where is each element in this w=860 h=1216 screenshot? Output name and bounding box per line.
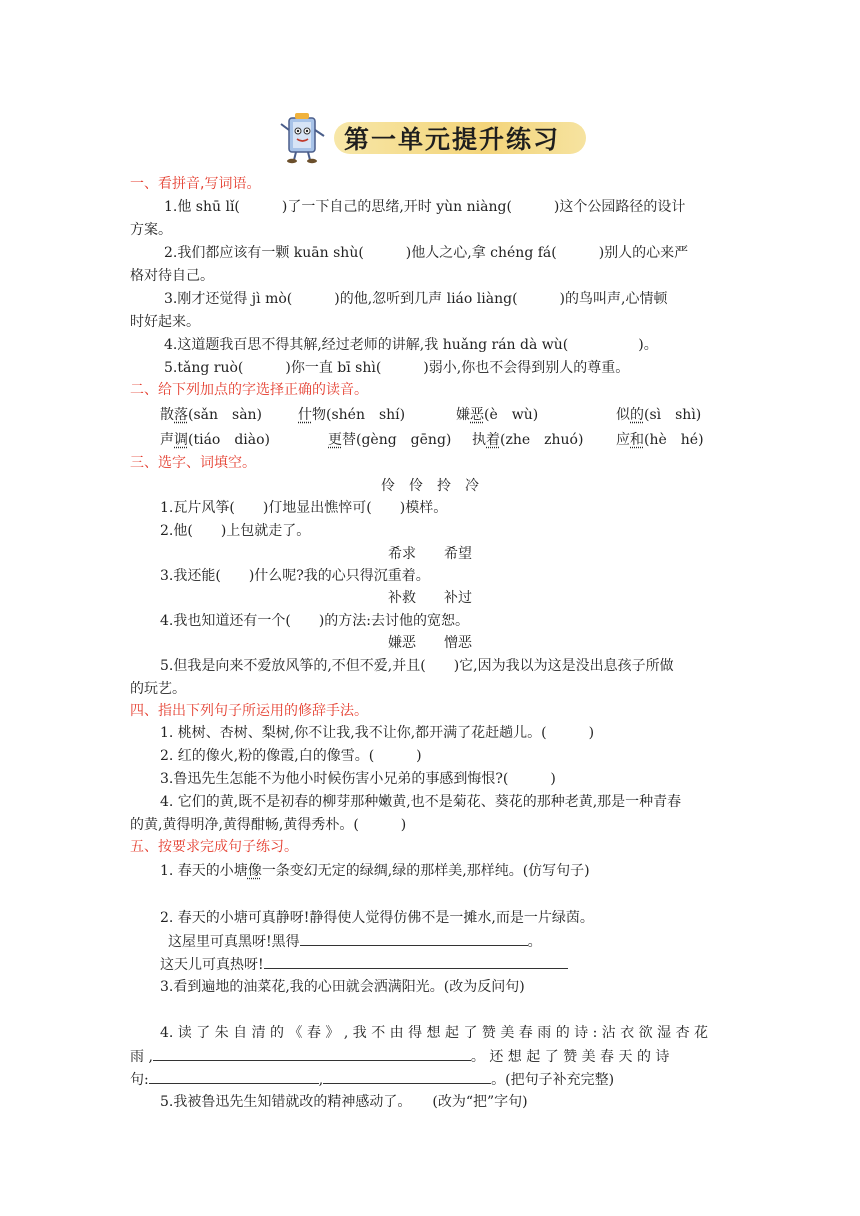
section-3-heading: 三、选字、词填空。: [130, 455, 256, 471]
q2-char: 替: [342, 432, 356, 448]
q5-text: 。: [527, 934, 542, 950]
q5-line-8: [130, 1068, 614, 1091]
q2-dotted-char: 的: [630, 407, 644, 423]
q1-line-3: 2.我们都应该有一颗 kuān shù( )他人之心,拿 chéng fá( )别人的心来严: [164, 245, 689, 261]
q4-line-5: 的黄,黄得明净,黄得酣畅,黄得秀朴。( ): [130, 817, 407, 833]
q4-line-4: 4. 它们的黄,既不是初春的柳芽那种嫩黄,也不是菊花、葵花的那种老黄,那是一种青春: [160, 794, 682, 810]
q3-options-1: 伶 伶 拎 冷: [381, 478, 479, 494]
q2-char: 散: [160, 407, 174, 423]
q5-line-4: [160, 953, 568, 976]
q2-dotted-char: 更: [328, 432, 342, 448]
section-2-heading: 二、给下列加点的字选择正确的读音。: [130, 382, 368, 398]
q5-line-3: [168, 930, 542, 953]
q4-line-3: 3.鲁迅先生怎能不为他小时候伤害小兄弟的事感到悔恨?( ): [160, 771, 556, 787]
section-5-heading: 五、按要求完成句子练习。: [130, 839, 298, 855]
q2-item: [472, 429, 583, 451]
q3-options-4: 嫌恶 憎恶: [388, 635, 472, 651]
q2-item: [328, 429, 451, 451]
q5-text: 1. 春天的小塘: [160, 863, 248, 879]
q1-line-4: 格对待自己。: [130, 268, 214, 284]
q2-options: (sǎn sàn): [188, 407, 263, 423]
section-4-heading: 四、指出下列句子所运用的修辞手法。: [130, 703, 368, 719]
q5-text: 句:: [130, 1072, 149, 1088]
q2-options: (zhe zhuó): [500, 432, 584, 448]
answer-blank[interactable]: [153, 1045, 471, 1061]
q2-options: (tiáo diào): [188, 432, 271, 448]
q5-text: ,: [318, 1072, 324, 1088]
q5-text: 。(把句子补充完整): [491, 1072, 615, 1088]
q4-line-2: 2. 红的像火,粉的像霞,白的像雪。( ): [160, 748, 422, 764]
q2-dotted-char: 调: [174, 432, 188, 448]
q2-dotted-char: 什: [298, 407, 312, 423]
q2-dotted-char: 着: [486, 432, 500, 448]
q2-options: (hè hé): [644, 432, 704, 448]
q3-line-6: 的玩艺。: [130, 681, 186, 697]
answer-blank[interactable]: [300, 930, 528, 946]
q2-item: [160, 429, 270, 451]
page-header: [276, 112, 596, 164]
q5-text: 这天儿可真热呀!: [160, 957, 264, 973]
q3-line-3: 3.我还能( )什么呢?我的心只得沉重着。: [160, 568, 430, 584]
q1-line-8: 5.tǎng ruò( )你一直 bī shì( )弱小,你也不会得到别人的尊重。: [164, 360, 630, 376]
q5-text: 雨 ,: [130, 1049, 153, 1065]
q3-line-4: 4.我也知道还有一个( )的方法:去讨他的宽恕。: [160, 613, 469, 629]
q5-line-5: 3.看到遍地的油菜花,我的心田就会洒满阳光。(改为反问句): [160, 979, 525, 995]
q1-line-5: 3.刚才还觉得 jì mò( )的他,忽听到几声 liáo liàng( )的鸟叫声,心情顿: [164, 291, 668, 307]
q1-line-2: 方案。: [130, 222, 172, 238]
q1-line-1: 1.他 shū lǐ( )了一下自己的思绪,开时 yùn niàng( )这个公园路径的设计: [164, 199, 686, 215]
q5-line-1: [160, 860, 590, 882]
q2-options: (gèng gēng): [356, 432, 452, 448]
q1-line-6: 时好起来。: [130, 314, 200, 330]
q4-line-1: 1. 桃树、杏树、梨树,你不让我,我不让你,都开满了花赶趟儿。( ): [160, 725, 595, 741]
q5-line-2: 2. 春天的小塘可真静呀!静得使人觉得仿佛不是一摊水,而是一片绿茵。: [160, 910, 594, 926]
q5-dotted-char: 像: [247, 863, 262, 879]
q2-item: [616, 429, 704, 451]
q3-options-3: 补救 补过: [388, 590, 472, 606]
q2-item: [456, 404, 538, 426]
book-mascot-icon: [276, 112, 334, 164]
q5-text: 。 还 想 起 了 赞 美 春 天 的 诗: [470, 1049, 670, 1065]
q2-char: 应: [616, 432, 630, 448]
q5-line-9: 5.我被鲁迅先生知错就改的精神感动了。 (改为“把”字句): [160, 1094, 528, 1110]
q2-options: (è wù): [484, 407, 539, 423]
q2-item: [616, 404, 701, 426]
q3-line-2: 2.他( )上包就走了。: [160, 523, 311, 539]
answer-blank[interactable]: [323, 1068, 491, 1084]
q2-char: 嫌: [456, 407, 470, 423]
q2-item: [160, 404, 262, 426]
q3-options-2: 希求 希望: [388, 546, 472, 562]
q2-dotted-char: 恶: [470, 407, 484, 423]
q2-char: 声: [160, 432, 174, 448]
q5-text: 一条变幻无定的绿绸,绿的那样美,那样纯。(仿写句子): [261, 863, 590, 879]
q2-options: (shén shí): [326, 407, 406, 423]
answer-blank[interactable]: [264, 953, 568, 969]
page-title: 第一单元提升练习: [344, 125, 561, 154]
q2-char: 物: [312, 407, 326, 423]
q2-dotted-char: 落: [174, 407, 188, 423]
q3-line-5: 5.但我是向来不爱放风筝的,不但不爱,并且( )它,因为我以为这是没出息孩子所做: [160, 658, 674, 674]
q5-text: 这屋里可真黑呀!黑得: [168, 934, 300, 950]
answer-blank[interactable]: [149, 1068, 319, 1084]
q1-line-7: 4.这道题我百思不得其解,经过老师的讲解,我 huǎng rán dà wù( )。: [164, 337, 658, 353]
section-1-heading: 一、看拼音,写词语。: [130, 176, 261, 192]
q5-line-6: 4. 读 了 朱 自 清 的 《 春 》 , 我 不 由 得 想 起 了 赞 美 春 雨 的 诗 : 沾 衣 欲 湿 杏 花: [160, 1025, 709, 1041]
q2-item: [298, 404, 405, 426]
q5-line-7: [130, 1045, 669, 1068]
q3-line-1: 1.瓦片风筝( )仃地显出憔悴可( )模样。: [160, 500, 448, 516]
q2-dotted-char: 和: [630, 432, 644, 448]
q2-char: 执: [472, 432, 486, 448]
q2-char: 似: [616, 407, 630, 423]
q2-options: (sì shì): [644, 407, 702, 423]
